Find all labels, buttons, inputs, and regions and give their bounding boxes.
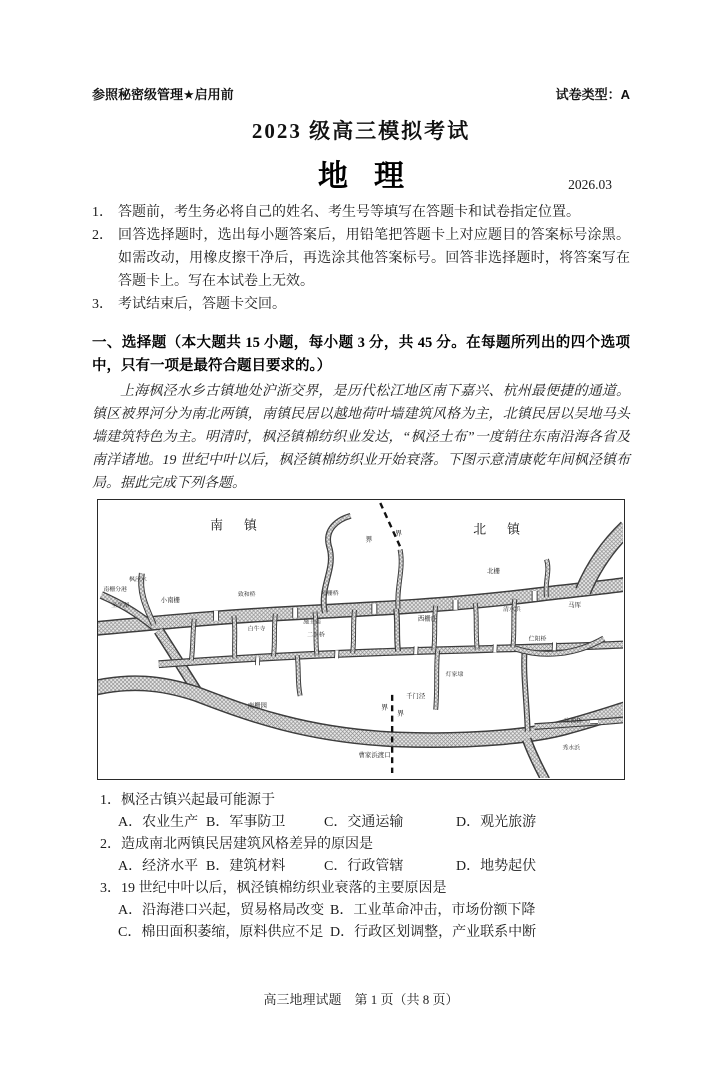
option-d[interactable]: D．行政区划调整，产业联系中断 — [330, 925, 537, 940]
option-c[interactable]: C．交通运输 — [324, 815, 404, 830]
boundary-marker: 界 — [397, 710, 405, 718]
subject-title: 地理 — [318, 160, 430, 193]
map-label: 二里桥 — [307, 632, 325, 639]
map-label: 北栅 — [487, 568, 500, 576]
boundary-marker: 界 — [395, 530, 403, 538]
boundary-marker: 界 — [365, 536, 373, 544]
map-label: 灯家埭 — [445, 672, 464, 679]
map-label: 枫泾水 — [128, 577, 147, 584]
page-footer: 高三地理试题 第 1 页（共 8 页） — [263, 992, 459, 1007]
option-a[interactable]: A．经济水平 — [118, 859, 199, 874]
map-label: 南栅园 — [247, 702, 267, 710]
map-label: 西栅庄 — [417, 615, 438, 623]
instruction-number: 1． — [92, 205, 113, 220]
instruction-item — [92, 201, 630, 224]
map-label: 千门泾 — [406, 692, 426, 700]
security-notice: 参照秘密级管理★启用前 — [92, 87, 234, 102]
town-layout-map — [97, 499, 625, 780]
option-c[interactable]: C．行政管辖 — [324, 859, 404, 874]
page-header — [92, 84, 630, 103]
map-label: 致和桥 — [237, 591, 256, 598]
question-number: 2． — [100, 837, 121, 852]
option-d[interactable]: D．地势起伏 — [456, 859, 537, 874]
reading-passage: 上海枫泾水乡古镇地处沪浙交界，是历代松江地区南下嘉兴、杭州最便捷的通道。镇区被界河分为南北两镇，南镇民居以越地荷叶墙建筑风格为主，北镇民居以吴地马头墙建筑特色为主。明清时，枫泾镇棉纺织业发达，“枫泾土布”一度销往东南沿海各省及南洋诸地。19 世纪中叶以后，枫泾镇棉纺织业开始衰落。下图示意清康乾年间枫泾镇布局。据此完成下列各题。 — [92, 384, 630, 491]
instruction-text: 答题前，考生务必将自己的姓名、考生号等填写在答题卡和试卷指定位置。 — [118, 205, 580, 220]
boundary-line-top — [380, 503, 403, 547]
instruction-number: 2． — [92, 228, 113, 243]
instruction-text: 回答选择题时，选出每小题答案后，用铅笔把答题卡上对应题目的答案标号涂黑。如需改动，用橡皮擦干净后，再选涂其他答案标号。回答非选择题时，将答案写在答题卡上。写在本试卷上无效。 — [118, 228, 630, 289]
question-stem: 19 世纪中叶以后，枫泾镇棉纺织业衰落的主要原因是 — [121, 881, 447, 896]
question-3-options-row1 — [92, 900, 630, 922]
instruction-item — [92, 224, 630, 293]
map-label: 至平湖 — [111, 602, 129, 609]
exam-title: 2023 级高三模拟考试 — [251, 119, 471, 143]
map-label: 秀水浜 — [562, 745, 581, 752]
map-label: 小南栅 — [160, 596, 180, 604]
instruction-number: 3． — [92, 297, 113, 312]
map-label: 东栅桥 — [320, 590, 339, 597]
question-2-options — [92, 856, 630, 878]
option-b[interactable]: B．工业革命冲击，市场份额下降 — [330, 903, 536, 918]
map-label: 白牛寺 — [247, 626, 266, 633]
option-a[interactable]: A．农业生产 — [118, 815, 199, 830]
section-title: 一、选择题（本大题共 15 小题，每小题 3 分，共 45 分。在每题所列出的四个选项中，只有一项是最符合题目要求的。） — [92, 335, 630, 374]
question-list — [92, 790, 630, 944]
map-label: 曹家浜渡口 — [358, 752, 391, 760]
option-b[interactable]: B．建筑材料 — [206, 859, 286, 874]
question-number: 1． — [100, 793, 121, 808]
question-3-options-row2 — [92, 922, 630, 944]
map-label: 清水浜 — [502, 606, 521, 613]
instruction-list — [92, 201, 630, 316]
question-2 — [92, 834, 630, 878]
map-label: 南栅分港 — [103, 587, 127, 594]
question-stem: 造成南北两镇民居建筑风格差异的原因是 — [121, 837, 373, 852]
north-town-label: 北 镇 — [473, 522, 529, 537]
instruction-item — [92, 293, 630, 316]
exam-page — [92, 84, 630, 944]
option-b[interactable]: B．军事防卫 — [206, 815, 286, 830]
paper-type-label: 试卷类型：A — [555, 87, 630, 102]
question-stem: 枫泾古镇兴起最可能源于 — [121, 793, 275, 808]
map-label: 马厍 — [568, 601, 582, 609]
boundary-marker: 界 — [381, 704, 389, 712]
fengjing-town-map — [98, 500, 623, 778]
option-a[interactable]: A．沿海港口兴起，贸易格局改变 — [118, 903, 325, 918]
map-label: 施王庙 — [303, 619, 321, 626]
instruction-text: 考试结束后，答题卡交回。 — [118, 297, 286, 312]
question-1-options — [92, 812, 630, 834]
south-town-label: 南 镇 — [210, 518, 266, 533]
option-c[interactable]: C．棉田面积萎缩，原料供应不足 — [118, 925, 324, 940]
exam-date: 2026.03 — [568, 177, 612, 192]
subject-row — [92, 151, 630, 193]
question-number: 3． — [100, 881, 121, 896]
question-3 — [92, 878, 630, 944]
map-label: 伫阳桥 — [528, 636, 547, 643]
option-d[interactable]: D．观光旅游 — [456, 815, 537, 830]
map-label: 宝源桥 — [564, 718, 583, 725]
question-1 — [92, 790, 630, 834]
